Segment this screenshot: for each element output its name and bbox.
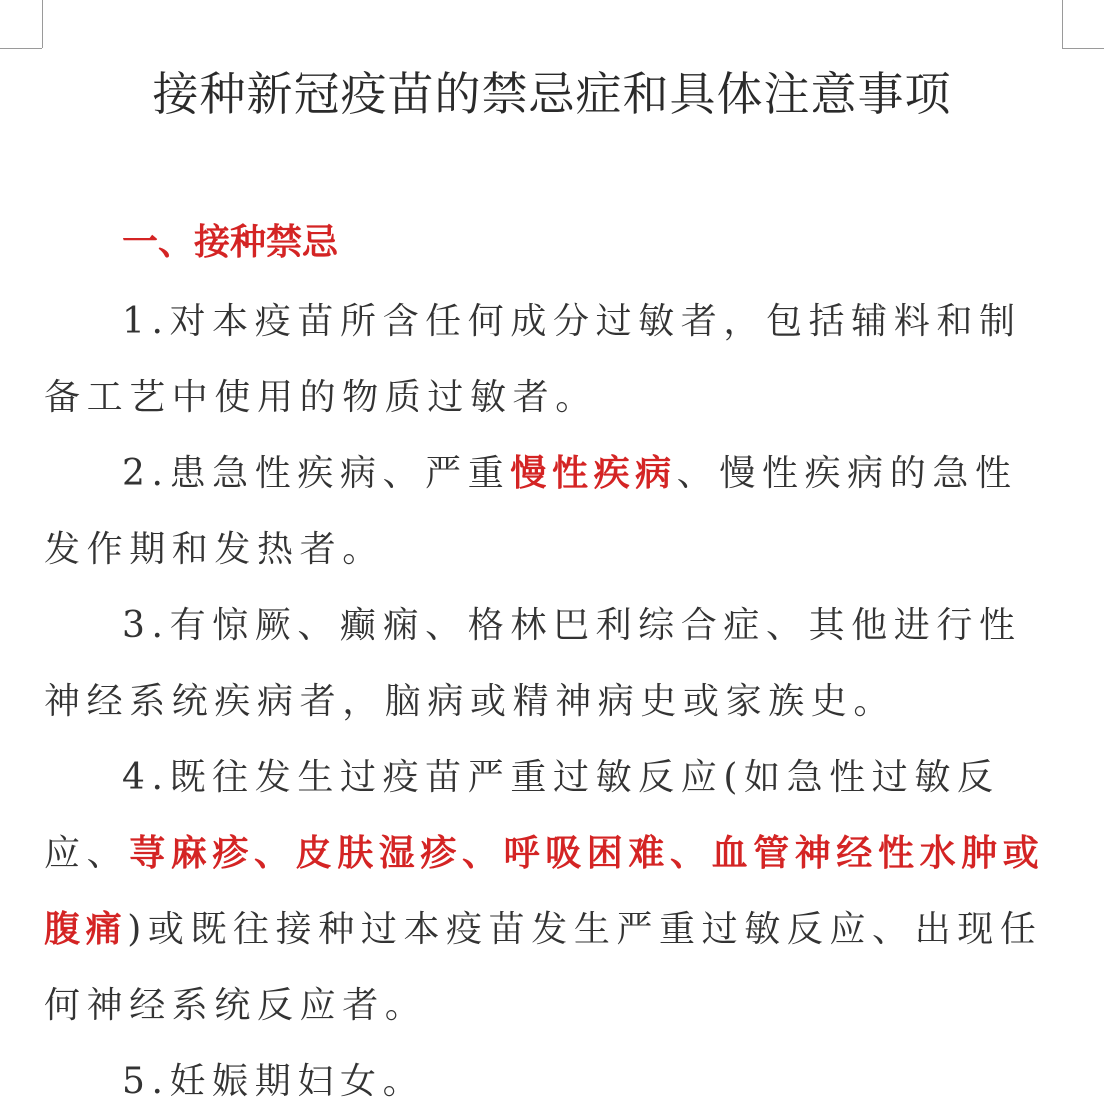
item-number: 1.: [122, 301, 170, 342]
list-item-4: [44, 740, 1060, 1044]
item-number: 4.: [122, 757, 170, 798]
item-text: 、慢性疾病的急性发作期和发热者。: [44, 453, 1018, 570]
item-text: 对本疫苗所含任何成分过敏者，包括辅料和制备工艺中使用的物质过敏者。: [44, 301, 1022, 418]
document-title: 接种新冠疫苗的禁忌症和具体注意事项: [152, 67, 952, 121]
item-number: 5.: [122, 1061, 170, 1102]
item-text: )或既往接种过本疫苗发生严重过敏反应、出现任何神经系统反应者。: [44, 909, 1043, 1026]
item-highlight: 慢性疾病: [510, 453, 677, 494]
item-number: 3.: [122, 605, 170, 646]
item-text: 妊娠期妇女。: [169, 1061, 426, 1102]
section-heading: 一、接种禁忌: [122, 222, 339, 263]
list-item-5: [44, 1044, 1060, 1120]
list-item-1: [44, 284, 1060, 436]
document-body: [44, 284, 1060, 1120]
item-highlight: 荨麻疹、皮肤湿疹、呼吸困难、血管神经性水肿或腹痛: [44, 833, 1045, 950]
item-text: 患急性疾病、严重: [169, 453, 511, 494]
item-number: 2.: [122, 453, 170, 494]
list-item-3: [44, 588, 1060, 740]
item-text: 既往发生过疫苗严重过敏反应(如急性过敏反应、: [44, 757, 1000, 874]
list-item-2: [44, 436, 1060, 588]
item-text: 有惊厥、癫痫、格林巴利综合症、其他进行性神经系统疾病者，脑病或精神病史或家族史。: [44, 605, 1022, 722]
